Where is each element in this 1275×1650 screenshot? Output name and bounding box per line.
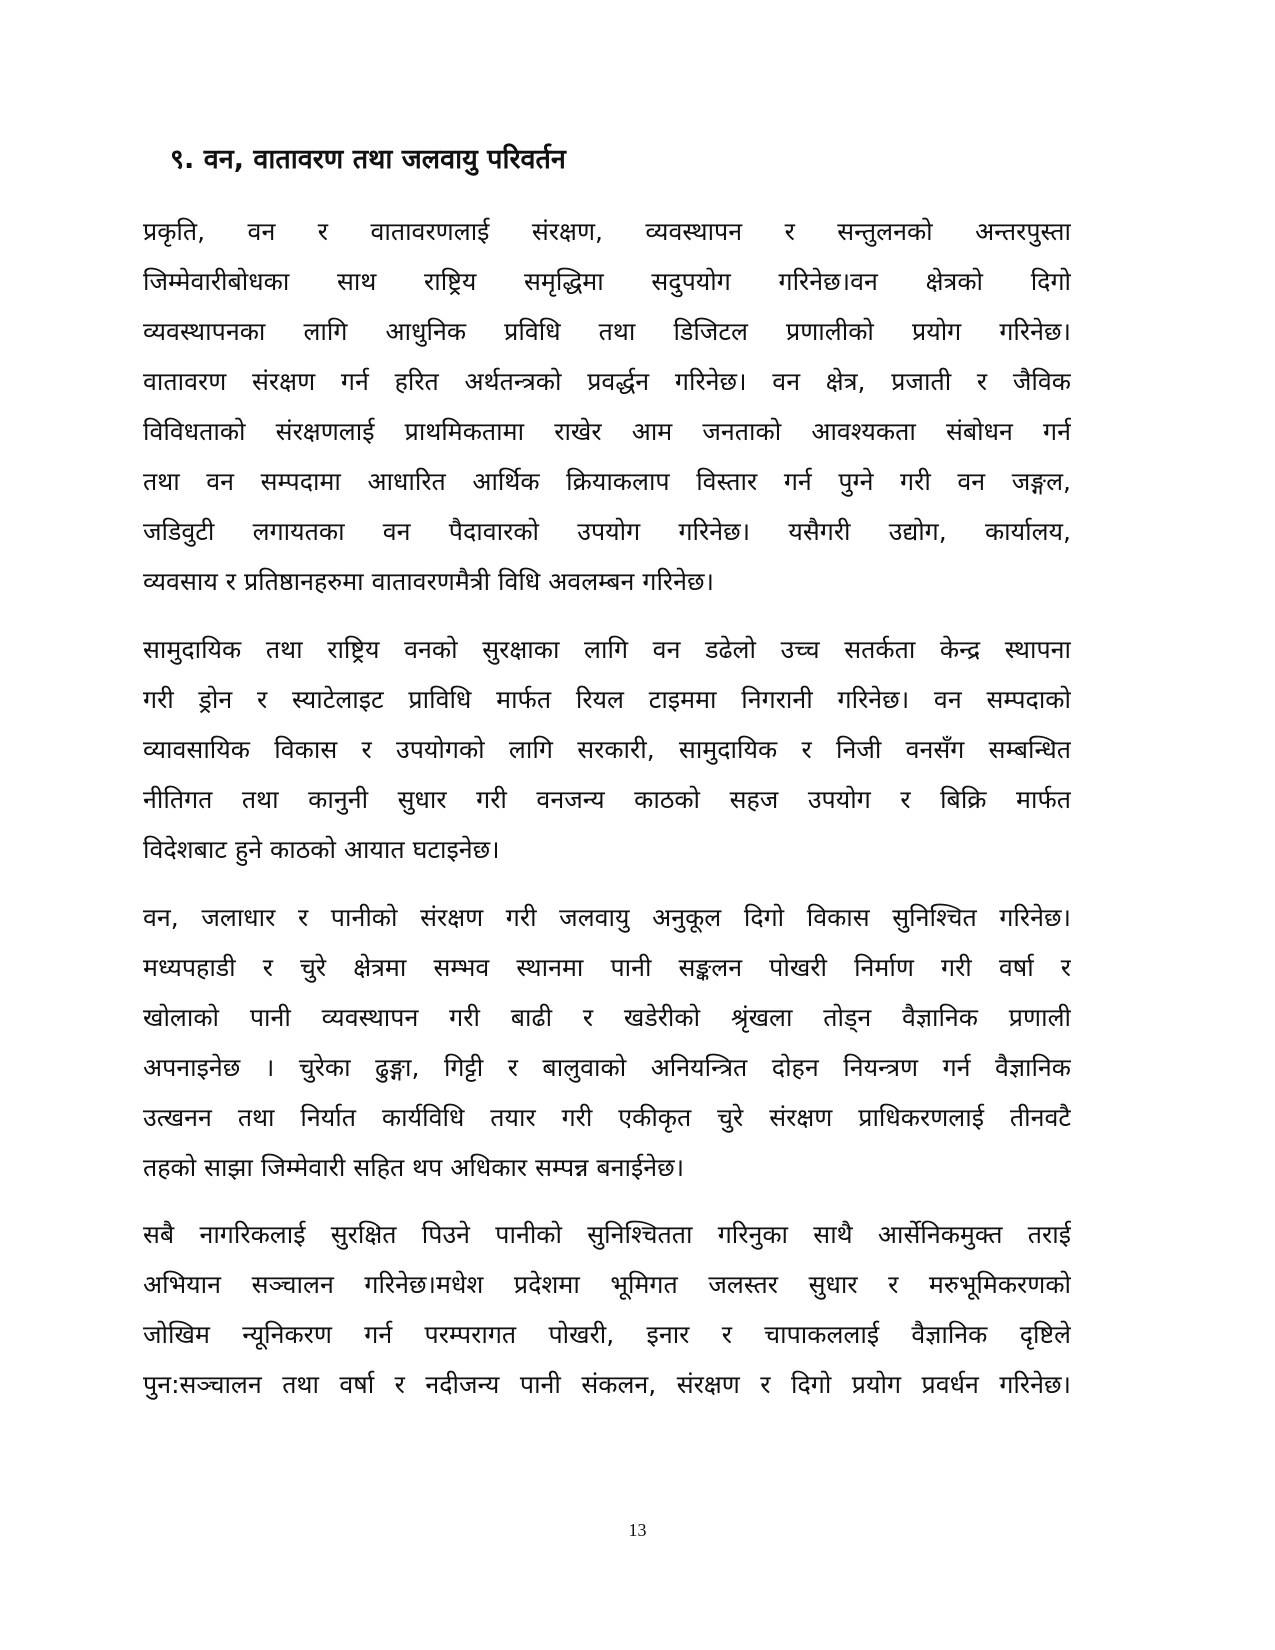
paragraph-line: तथा वन सम्पदामा आधारित आर्थिक क्रियाकलाप विस्तार गर्न पुग्ने गरी वन जङ्गल, xyxy=(143,467,1071,496)
paragraph-forest-protection xyxy=(143,625,1071,875)
paragraph-line: सामुदायिक तथा राष्ट्रिय वनको सुरक्षाका लागि वन डढेलो उच्च सतर्कता केन्द्र स्थापना xyxy=(143,635,1071,664)
paragraph-line: व्यवसाय र प्रतिष्ठानहरुमा वातावरणमैत्री विधि अवलम्बन गरिनेछ। xyxy=(143,567,715,596)
paragraph-forest-environment xyxy=(143,207,1071,607)
paragraph-drinking-water xyxy=(143,1210,1071,1410)
page-number: 13 xyxy=(628,1520,647,1540)
paragraph-line: उत्खनन तथा निर्यात कार्यविधि तयार गरी एकीकृत चुरे संरक्षण प्राधिकरणलाई तीनवटै xyxy=(143,1103,1071,1132)
paragraph-line: जिम्मेवारीबोधका साथ राष्ट्रिय समृद्धिमा सदुपयोग गरिनेछ।वन क्षेत्रको दिगो xyxy=(143,267,1071,296)
paragraph-line: नीतिगत तथा कानुनी सुधार गरी वनजन्य काठको सहज उपयोग र बिक्रि मार्फत xyxy=(143,785,1071,814)
paragraph-line: मध्यपहाडी र चुरे क्षेत्रमा सम्भव स्थानमा पानी सङ्कलन पोखरी निर्माण गरी वर्षा र xyxy=(143,953,1071,982)
paragraph-line: खोलाको पानी व्यवस्थापन गरी बाढी र खडेरीको श्रृंखला तोड्न वैज्ञानिक प्रणाली xyxy=(143,1003,1071,1032)
paragraph-line: तहको साझा जिम्मेवारी सहित थप अधिकार सम्पन्न बनाईनेछ। xyxy=(143,1153,685,1182)
paragraph-line: प्रकृति, वन र वातावरणलाई संरक्षण, व्यवस्थापन र सन्तुलनको अन्तरपुस्ता xyxy=(143,217,1071,246)
paragraph-line: व्यवस्थापनका लागि आधुनिक प्रविधि तथा डिजिटल प्रणालीको प्रयोग गरिनेछ। xyxy=(143,317,1071,346)
paragraph-line: गरी ड्रोन र स्याटेलाइट प्राविधि मार्फत रियल टाइममा निगरानी गरिनेछ। वन सम्पदाको xyxy=(143,685,1071,714)
paragraph-line: अपनाइनेछ । चुरेका ढुङ्गा, गिट्टी र बालुवाको अनियन्त्रित दोहन नियन्त्रण गर्न वैज्ञानिक xyxy=(143,1053,1071,1082)
paragraph-watershed xyxy=(143,893,1071,1193)
paragraph-line: जडिवुटी लगायतका वन पैदावारको उपयोग गरिनेछ। यसैगरी उद्योग, कार्यालय, xyxy=(143,517,1071,546)
paragraph-line: जोखिम न्यूनिकरण गर्न परम्परागत पोखरी, इनार र चापाकललाई वैज्ञानिक दृष्टिले xyxy=(143,1320,1071,1349)
paragraph-line: वातावरण संरक्षण गर्न हरित अर्थतन्त्रको प्रवर्द्धन गरिनेछ। वन क्षेत्र, प्रजाती र जैविक xyxy=(143,367,1071,396)
paragraph-line: विविधताको संरक्षणलाई प्राथमिकतामा राखेर आम जनताको आवश्यकता संबोधन गर्न xyxy=(143,417,1071,446)
paragraph-line: विदेशबाट हुने काठको आयात घटाइनेछ। xyxy=(143,835,500,864)
paragraph-line: अभियान सञ्चालन गरिनेछ।मधेश प्रदेशमा भूमिगत जलस्तर सुधार र मरुभूमिकरणको xyxy=(143,1270,1071,1299)
paragraph-line: व्यावसायिक विकास र उपयोगको लागि सरकारी, सामुदायिक र निजी वनसँग सम्बन्धित xyxy=(143,735,1071,764)
paragraph-line: पुन:सञ्चालन तथा वर्षा र नदीजन्य पानी संकलन, संरक्षण र दिगो प्रयोग प्रवर्धन गरिनेछ। xyxy=(143,1370,1071,1399)
section-heading: ९. वन, वातावरण तथा जलवायु परिवर्तन xyxy=(170,144,566,175)
paragraph-line: सबै नागरिकलाई सुरक्षित पिउने पानीको सुनिश्चितता गरिनुका साथै आर्सेनिकमुक्त तराई xyxy=(143,1220,1071,1249)
paragraph-line: वन, जलाधार र पानीको संरक्षण गरी जलवायु अनुकूल दिगो विकास सुनिश्चित गरिनेछ। xyxy=(143,903,1071,932)
